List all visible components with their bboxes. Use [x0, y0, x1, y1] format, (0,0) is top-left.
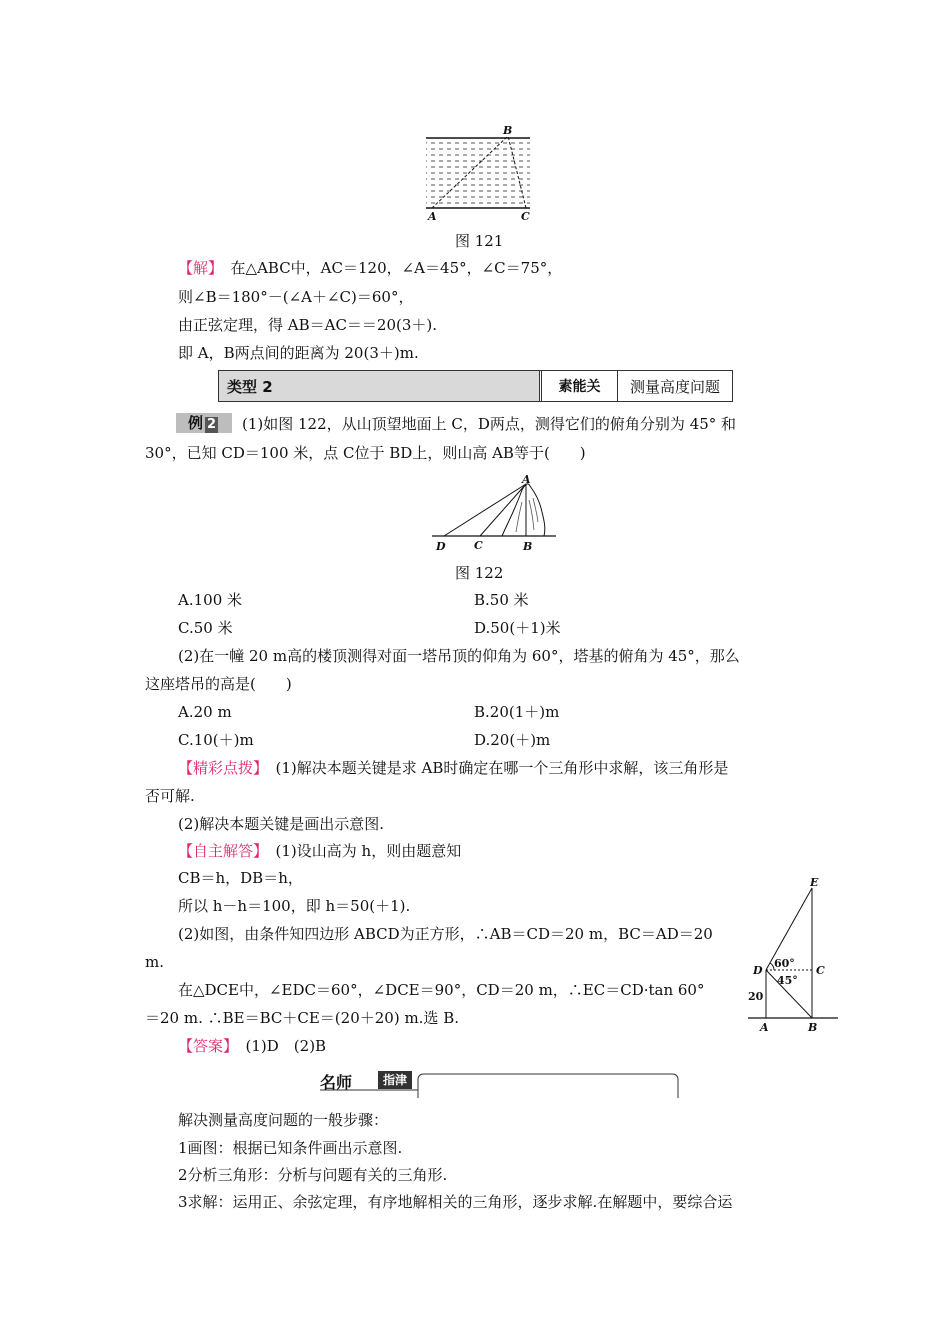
fig122-label-a: A: [522, 473, 531, 486]
summary-step-2: 2分析三角形：分析与问题有关的三角形.: [178, 1166, 448, 1184]
hint-tag: 【精彩点拨】: [178, 759, 261, 777]
part2-line2: 这座塔吊的高是( ): [145, 675, 292, 693]
banner-topic: 测量高度问题: [629, 377, 720, 396]
solution1-line3: 由正弦定理，得 AB＝AC＝＝20(3＋).: [178, 316, 438, 334]
choice1-d: D.50(＋1)米: [474, 619, 561, 637]
example2-line2: 30°，已知 CD＝100 米，点 C位于 BD上，则山高 AB等于( ): [145, 444, 586, 462]
choice1-b: B.50 米: [474, 591, 529, 609]
self-answer-line2: CB＝h，DB＝h，: [178, 869, 303, 887]
banner-level: 素能关: [539, 371, 618, 401]
choice2-d: D.20(＋)m: [474, 731, 551, 749]
answer-tag: 【答案】: [178, 1037, 231, 1055]
tower-label-d: D: [753, 964, 763, 977]
solution1-line4: 即 A，B两点间的距离为 20(3＋)m.: [178, 344, 419, 362]
fig121-label-a: A: [428, 210, 437, 222]
tower-angle-60: 60°: [774, 957, 795, 970]
answer-text: (1)D (2)B: [245, 1037, 327, 1055]
self-answer-line1: 【自主解答】 (1)设山高为 h，则由题意知: [178, 842, 462, 860]
fig122-label-b: B: [523, 540, 533, 553]
hint-line2: 否可解.: [145, 787, 195, 805]
self-answer-line4: (2)如图，由条件知四边形 ABCD为正方形，∴AB＝CD＝20 m，BC＝AD＝20: [178, 925, 713, 943]
mingshi-frame: [320, 1068, 680, 1100]
solution1-line2: 则∠B＝180°－(∠A＋∠C)＝60°，: [178, 288, 414, 306]
example-tag: 例 2: [176, 413, 232, 433]
summary-step-3: 3求解：运用正、余弦定理，有序地解相关的三角形，逐步求解.在解题中，要综合运: [178, 1193, 733, 1211]
choice2-b: B.20(1＋)m: [474, 703, 560, 721]
hint-line3: (2)解决本题关键是画出示意图.: [178, 815, 385, 833]
tower-label-c: C: [816, 964, 825, 977]
mingshi-title: 名师: [320, 1073, 353, 1092]
self-answer-line3: 所以 h－h＝100，即 h＝50(＋1).: [178, 897, 411, 915]
banner-grey-area: [219, 371, 539, 401]
choice1-c: C.50 米: [178, 619, 233, 637]
fig122-label-d: D: [436, 540, 446, 553]
example2-line1: (1)如图 122，从山顶望地面上 C，D两点，测得它们的俯角分别为 45° 和: [242, 415, 737, 433]
choice2-a: A.20 m: [178, 703, 232, 721]
fig122-label-c: C: [474, 539, 483, 552]
tower-label-b: B: [808, 1021, 818, 1034]
choice2-c: C.10(＋)m: [178, 731, 254, 749]
solution-tag: 【解】: [178, 259, 216, 277]
fig121-caption: 图 121: [455, 232, 504, 250]
self-answer-tag: 【自主解答】: [178, 842, 261, 860]
tower-label-e: E: [810, 876, 819, 889]
fig121-label-b: B: [503, 124, 513, 137]
type-banner: [218, 370, 733, 402]
tower-label-a: A: [760, 1021, 769, 1034]
tower-height-20: 20: [748, 990, 764, 1003]
choice1-a: A.100 米: [178, 591, 242, 609]
summary-step-1: 1画图：根据已知条件画出示意图.: [178, 1139, 403, 1157]
summary-intro: 解决测量高度问题的一般步骤：: [178, 1111, 389, 1129]
fig121-label-c: C: [521, 210, 530, 222]
self-answer-line7: ＝20 m. ∴BE＝BC＋CE＝(20＋20) m.选 B.: [145, 1009, 459, 1027]
hint-line1: 【精彩点拨】 (1)解决本题关键是求 AB时确定在哪一个三角形中求解，该三角形是: [178, 759, 729, 777]
answer-line: [178, 1036, 326, 1056]
tower-angle-45: 45°: [777, 974, 798, 987]
mingshi-badge: 指津: [378, 1071, 412, 1089]
figure-121: [422, 122, 532, 222]
self-answer-line6: 在△DCE中，∠EDC＝60°，∠DCE＝90°，CD＝20 m，∴EC＝CD·tan 60°: [178, 981, 705, 999]
figure-tower: [744, 876, 840, 1034]
mingshi-header: [320, 1068, 680, 1098]
part2-line1: (2)在一幢 20 m高的楼顶测得对面一塔吊顶的仰角为 60°，塔基的俯角为 45°，那么: [178, 647, 740, 665]
example-number: 2: [206, 417, 217, 432]
fig122-caption: 图 122: [455, 564, 504, 582]
banner-type-tag: 类型 2: [227, 378, 273, 396]
solution1-line1: 【解】 在△ABC中，AC＝120，∠A＝45°，∠C＝75°，: [178, 259, 563, 277]
self-answer-line5: m.: [145, 953, 164, 971]
figure-122: [430, 472, 560, 556]
